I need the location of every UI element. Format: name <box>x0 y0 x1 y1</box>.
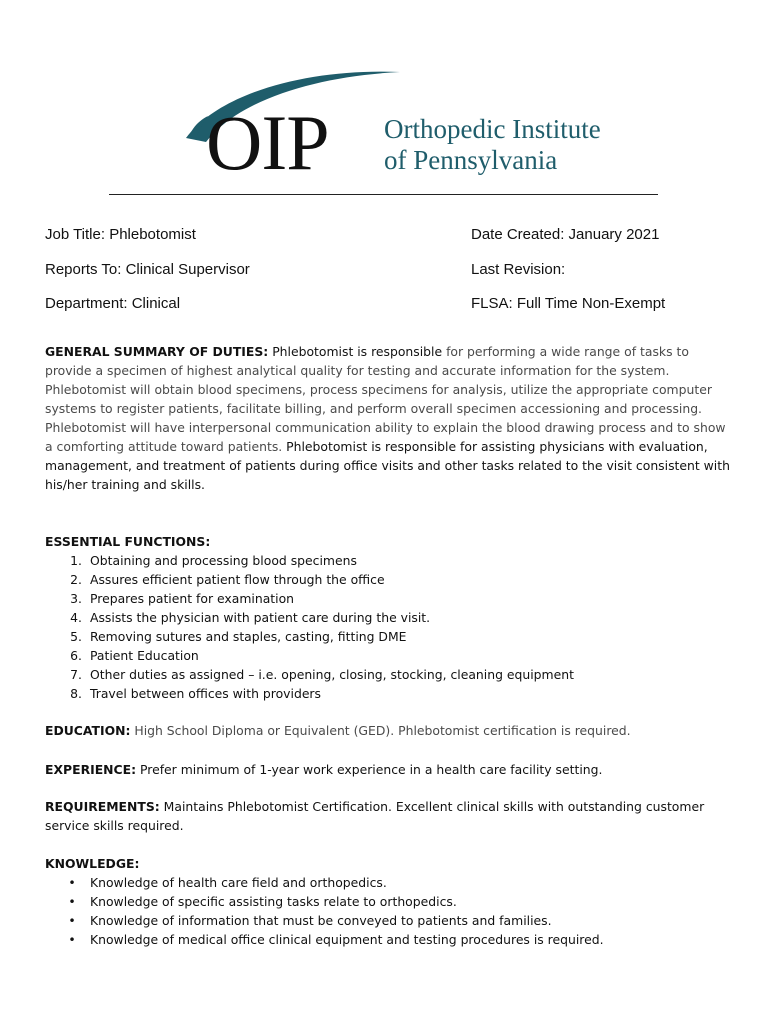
list-item-text: Knowledge of health care field and orthopedics. <box>90 875 387 890</box>
logo-name-line-2: of Pennsylvania <box>384 145 558 175</box>
list-item <box>45 911 735 930</box>
summary-text-1: Phlebotomist is responsible <box>268 344 443 359</box>
oip-logo <box>180 64 610 184</box>
education-section <box>45 721 735 740</box>
bullet-icon: • <box>68 913 76 928</box>
flsa-status: FLSA: Full Time Non-Exempt <box>471 295 666 312</box>
list-item-text: Knowledge of medical office clinical equipment and testing procedures is required. <box>90 932 604 947</box>
logo-organization-name <box>384 114 601 176</box>
list-item <box>45 589 735 608</box>
list-item-text: Assures efficient patient flow through the office <box>90 572 385 587</box>
list-item <box>45 665 735 684</box>
requirements-text: Maintains Phlebotomist Certification. Excellent clinical skills with outstanding customer service skills required. <box>45 799 705 833</box>
summary-text-2: for performing a wide range of tasks to provide a specimen of highest analytical quality for testing and accurate information for the system. Phlebotomist will obtain blood specimens, process specimens for analysis, utilize the appropriate computer systems to register patients, facilitate billing, and perform overall specimen accessioning and processing. Phlebotomist will have interpersonal communication ability to explain the blood drawing process and to show a comforting attitude toward patients. <box>45 344 726 454</box>
logo-letters: OIP <box>206 99 329 186</box>
list-item-text: Patient Education <box>90 648 199 663</box>
requirements-section <box>45 797 735 835</box>
reports-to: Reports To: Clinical Supervisor <box>45 261 250 278</box>
department: Department: Clinical <box>45 295 181 312</box>
list-item <box>45 627 735 646</box>
bullet-icon: • <box>68 894 76 909</box>
list-item <box>45 551 735 570</box>
list-item-text: Removing sutures and staples, casting, fitting DME <box>90 629 407 644</box>
general-summary <box>45 342 735 494</box>
list-item-number: 5. <box>70 629 82 644</box>
last-revision: Last Revision: <box>471 261 566 278</box>
essential-functions-list <box>45 551 735 703</box>
header-divider <box>109 194 658 195</box>
list-item <box>45 646 735 665</box>
list-item-number: 3. <box>70 591 82 606</box>
knowledge-section <box>45 854 735 949</box>
bullet-icon: • <box>68 875 76 890</box>
summary-label: GENERAL SUMMARY OF DUTIES: <box>45 344 269 359</box>
logo-name-line-1: Orthopedic Institute <box>384 114 601 144</box>
summary-text-3: Phlebotomist is responsible for assisting physicians with evaluation, management, and treatment of patients during office visits and other tasks related to the visit consistent with his/her training and skills. <box>45 439 730 492</box>
experience-text: Prefer minimum of 1-year work experience in a health care facility setting. <box>136 762 603 777</box>
knowledge-heading: KNOWLEDGE: <box>45 856 140 871</box>
list-item-text: Knowledge of information that must be conveyed to patients and families. <box>90 913 552 928</box>
list-item-number: 1. <box>70 553 82 568</box>
list-item-number: 6. <box>70 648 82 663</box>
list-item-text: Prepares patient for examination <box>90 591 295 606</box>
list-item-number: 4. <box>70 610 82 625</box>
knowledge-list <box>45 873 735 949</box>
bullet-icon: • <box>68 932 76 947</box>
list-item-text: Knowledge of specific assisting tasks relate to orthopedics. <box>90 894 457 909</box>
job-title: Job Title: Phlebotomist <box>45 226 196 243</box>
essential-functions <box>45 532 735 703</box>
experience-label: EXPERIENCE: <box>45 762 137 777</box>
list-item <box>45 570 735 589</box>
experience-section <box>45 760 735 779</box>
list-item <box>45 684 735 703</box>
list-item-number: 8. <box>70 686 82 701</box>
requirements-label: REQUIREMENTS: <box>45 799 160 814</box>
list-item-text: Travel between offices with providers <box>90 686 321 701</box>
list-item <box>45 930 735 949</box>
education-label: EDUCATION: <box>45 723 131 738</box>
education-text: High School Diploma or Equivalent (GED). Phlebotomist certification is required. <box>130 723 631 738</box>
list-item-text: Other duties as assigned – i.e. opening, closing, stocking, cleaning equipment <box>90 667 574 682</box>
list-item <box>45 892 735 911</box>
date-created: Date Created: January 2021 <box>471 226 660 243</box>
list-item <box>45 608 735 627</box>
list-item-text: Obtaining and processing blood specimens <box>90 553 357 568</box>
list-item <box>45 873 735 892</box>
list-item-text: Assists the physician with patient care during the visit. <box>90 610 431 625</box>
list-item-number: 7. <box>70 667 82 682</box>
list-item-number: 2. <box>70 572 82 587</box>
essential-functions-heading: ESSENTIAL FUNCTIONS: <box>45 534 211 549</box>
